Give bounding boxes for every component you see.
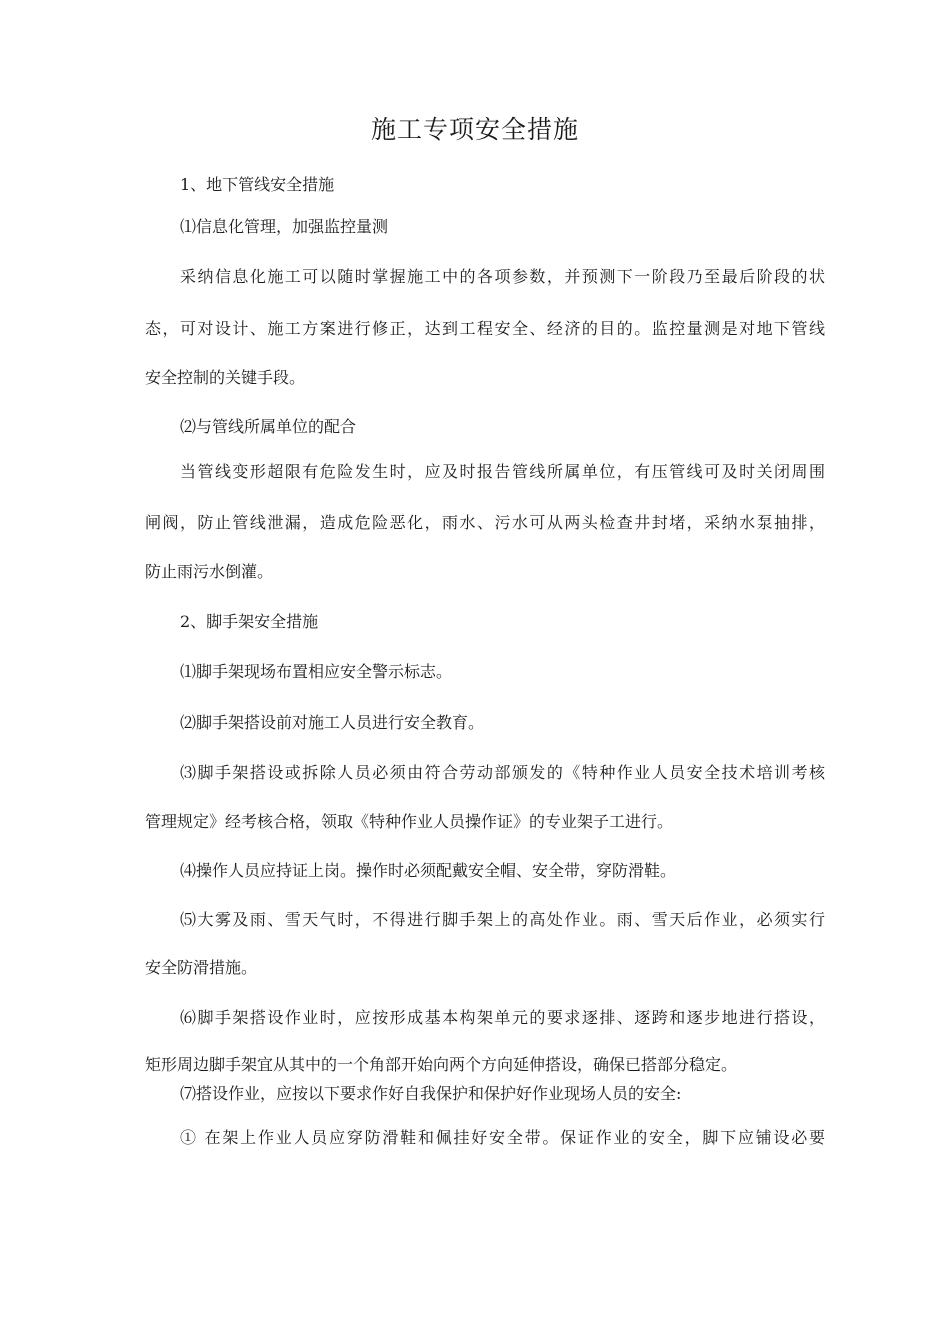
list-item: ⑶脚手架搭设或拆除人员必须由符合劳动部颁发的《特种作业人员安全技术培训考核 <box>180 763 825 782</box>
list-item: ⑷操作人员应持证上岗。操作时必须配戴安全帽、安全带，穿防滑鞋。 <box>180 861 677 880</box>
list-item: ⑹脚手架搭设作业时，应按形成基本构架单元的要求逐排、逐跨和逐步地进行搭设， <box>180 1008 825 1027</box>
list-item: ① 在架上作业人员应穿防滑鞋和佩挂好安全带。保证作业的安全，脚下应铺设必要 <box>180 1128 825 1147</box>
paragraph-line: 防止雨污水倒灌。 <box>145 562 274 581</box>
paragraph-line: 矩形周边脚手架宜从其中的一个角部开始向两个方向延伸搭设，确保已搭部分稳定。 <box>145 1055 738 1074</box>
list-item: ⑺搭设作业，应按以下要求作好自我保护和保护好作业现场人员的安全: <box>180 1084 682 1103</box>
paragraph-line: 安全控制的关键手段。 <box>145 368 306 387</box>
list-item: ⑴脚手架现场布置相应安全警示标志。 <box>180 662 453 681</box>
document-title: 施工专项安全措施 <box>370 115 579 144</box>
paragraph-line: 管理规定》经考核合格，领取《特种作业人员操作证》的专业架子工进行。 <box>145 812 674 831</box>
list-item: ⑵脚手架搭设前对施工人员进行安全教育。 <box>180 713 485 732</box>
paragraph-line: 态，可对设计、施工方案进行修正，达到工程安全、经济的目的。监控量测是对地下管线 <box>145 319 825 338</box>
paragraph-line: 采纳信息化施工可以随时掌握施工中的各项参数，并预测下一阶段乃至最后阶段的状 <box>180 267 825 286</box>
paragraph-line: 当管线变形超限有危险发生时，应及时报告管线所属单位，有压管线可及时关闭周围 <box>180 462 825 481</box>
paragraph-line: 闸阀，防止管线泄漏，造成危险恶化，雨水、污水可从两头检查井封堵，采纳水泵抽排， <box>145 513 825 532</box>
paragraph-line: 安全防滑措施。 <box>145 958 258 977</box>
section-heading: 2、脚手架安全措施 <box>180 612 319 631</box>
list-item: ⑸大雾及雨、雪天气时，不得进行脚手架上的高处作业。雨、雪天后作业，必须实行 <box>180 910 825 929</box>
section-heading: 1、地下管线安全措施 <box>180 175 335 194</box>
subsection-heading: ⑵与管线所属单位的配合 <box>180 417 357 436</box>
subsection-heading: ⑴信息化管理，加强监控量测 <box>180 217 389 236</box>
